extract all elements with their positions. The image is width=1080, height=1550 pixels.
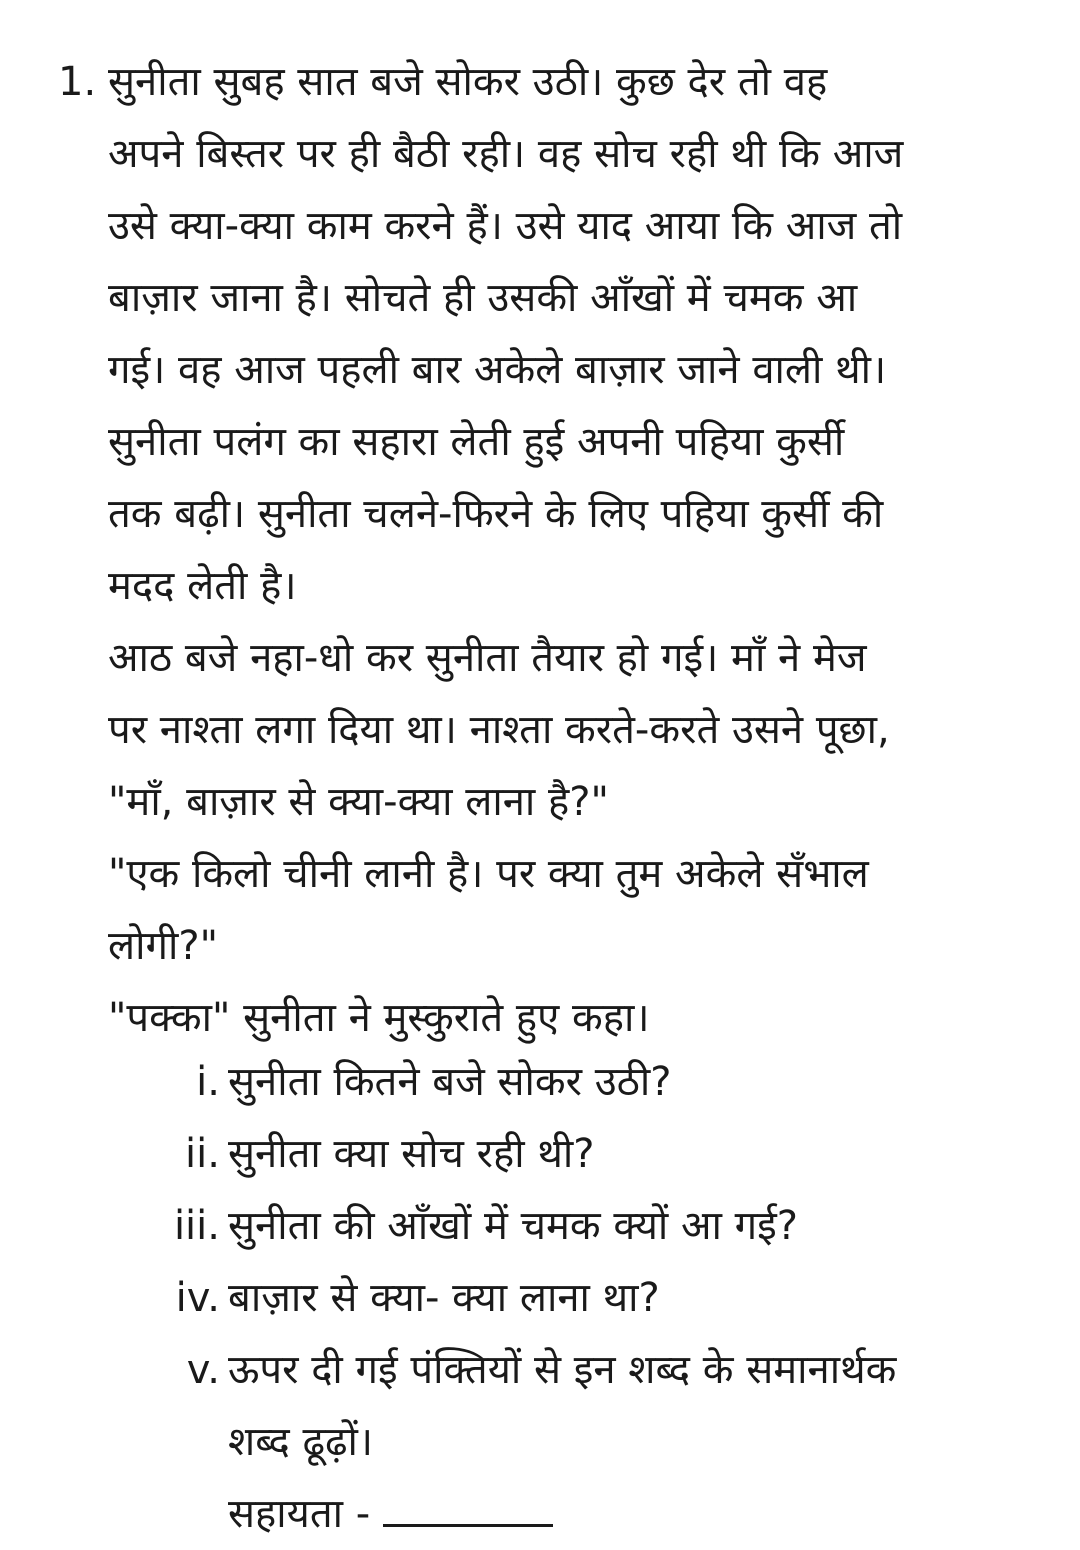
question-item: [0, 1190, 1080, 1262]
passage-line: मदद लेती है।: [108, 563, 297, 609]
question-text: बाज़ार से क्या- क्या लाना था?: [228, 1275, 660, 1321]
question-text: सुनीता क्या सोच रही थी?: [228, 1131, 595, 1177]
question-item: [0, 1118, 1080, 1190]
question-number: 1.: [58, 59, 97, 105]
question-numeral: iv.: [175, 1275, 220, 1321]
question-item: [0, 1334, 1080, 1406]
question-numeral: iii.: [173, 1203, 220, 1249]
passage-line: "एक किलो चीनी लानी है। पर क्या तुम अकेले सँभाल: [108, 851, 869, 897]
question-text-continuation: शब्द ढूढ़ों।: [228, 1419, 374, 1465]
synonym-row: [228, 1478, 553, 1550]
answer-blank[interactable]: [383, 1494, 553, 1527]
question-item: [0, 1046, 1080, 1118]
question-item: [0, 1262, 1080, 1334]
question-list: [0, 1046, 1080, 1550]
question-numeral: v.: [186, 1347, 220, 1393]
passage-line: पर नाश्ता लगा दिया था। नाश्ता करते-करते उसने पूछा,: [108, 707, 890, 753]
passage: [108, 46, 1058, 1054]
passage-line: अपने बिस्तर पर ही बैठी रही। वह सोच रही थी कि आज: [108, 131, 904, 177]
passage-line: तक बढ़ी। सुनीता चलने-फिरने के लिए पहिया कुर्सी की: [108, 491, 884, 537]
passage-line: सुनीता सुबह सात बजे सोकर उठी। कुछ देर तो वह: [108, 59, 828, 105]
passage-line: उसे क्या-क्या काम करने हैं। उसे याद आया कि आज तो: [108, 203, 903, 249]
question-text: सुनीता की आँखों में चमक क्यों आ गई?: [228, 1203, 798, 1249]
passage-line: आठ बजे नहा-धो कर सुनीता तैयार हो गई। माँ ने मेज: [108, 635, 867, 681]
synonym-word: सहायता -: [228, 1491, 371, 1537]
passage-line: "माँ, बाज़ार से क्या-क्या लाना है?": [108, 779, 609, 825]
question-numeral: i.: [196, 1059, 220, 1105]
question-text: सुनीता कितने बजे सोकर उठी?: [228, 1059, 672, 1105]
passage-line: गई। वह आज पहली बार अकेले बाज़ार जाने वाली थी।: [108, 347, 887, 393]
question-text: ऊपर दी गई पंक्तियों से इन शब्द के समानार्थक: [228, 1347, 897, 1393]
synonym-answer-row: [0, 1478, 1080, 1550]
question-item-continuation: [0, 1406, 1080, 1478]
question-numeral: ii.: [185, 1131, 220, 1177]
passage-line: लोगी?": [108, 923, 218, 969]
passage-line: "पक्का" सुनीता ने मुस्कुराते हुए कहा।: [108, 995, 650, 1041]
passage-line: बाज़ार जाना है। सोचते ही उसकी आँखों में चमक आ: [108, 275, 858, 321]
passage-line: सुनीता पलंग का सहारा लेती हुई अपनी पहिया कुर्सी: [108, 419, 845, 465]
